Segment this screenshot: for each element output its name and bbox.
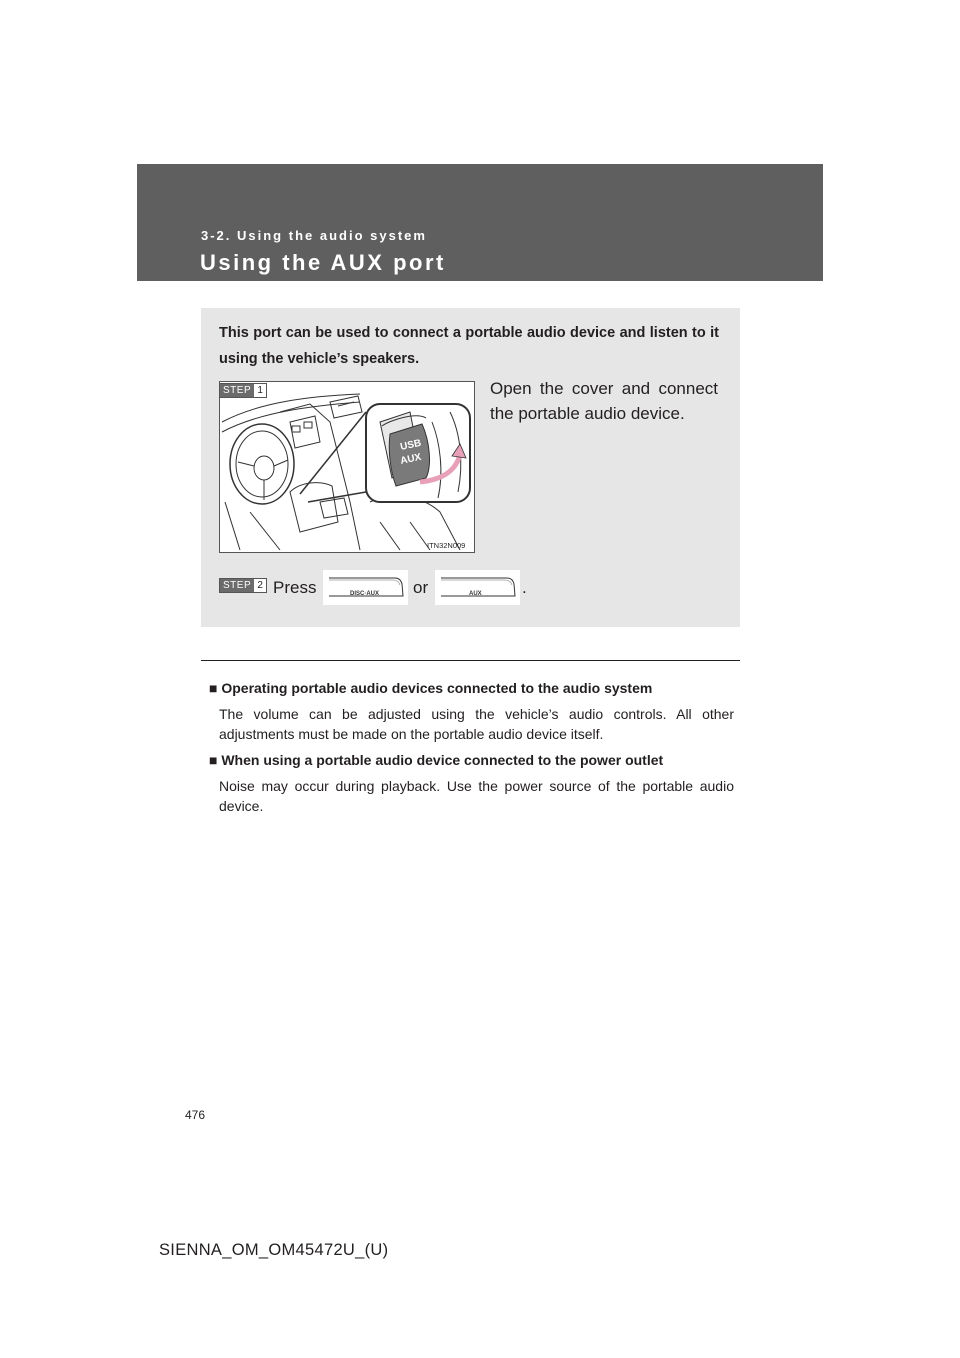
step-2-badge <box>219 578 267 593</box>
step-2-or: or <box>413 578 429 597</box>
page-number: 476 <box>185 1108 206 1122</box>
note-2-heading: ■ When using a portable audio device connected to the power outlet <box>209 752 664 768</box>
divider <box>201 660 740 661</box>
note-2-body: Noise may occur during playback. Use the power source of the portable audio device. <box>219 778 734 814</box>
step-2-word: STEP <box>220 579 254 592</box>
intro-text: This port can be used to connect a portable audio device and listen to it using the vehicle’s speakers. <box>219 325 719 367</box>
aux-port-illustration <box>220 382 475 553</box>
step-2-number: 2 <box>254 579 266 592</box>
disc-aux-button-label: DISC·AUX <box>350 591 380 597</box>
aux-label: AUX <box>399 451 423 467</box>
aux-button-icon <box>435 570 520 605</box>
step-1-text: Open the cover and connect the portable audio device. <box>490 379 718 423</box>
step-2-press: Press <box>273 578 317 597</box>
dashboard-illustration <box>219 381 475 553</box>
step-1-word: STEP <box>220 384 254 397</box>
page-title: Using the AUX port <box>200 250 446 275</box>
section-label: 3-2. Using the audio system <box>201 228 427 243</box>
disc-aux-button-icon <box>323 570 408 605</box>
aux-button-label: AUX <box>469 591 482 597</box>
figure-code: ITN32N009 <box>427 541 466 550</box>
step-1-number: 1 <box>254 384 266 397</box>
note-1-heading: ■ Operating portable audio devices connected to the audio system <box>209 680 653 696</box>
note-1-body: The volume can be adjusted using the vehicle’s audio controls. All other adjustments must be made on the portable audio device itself. <box>219 706 734 742</box>
step-1-badge <box>219 383 267 398</box>
step-2-period: . <box>522 578 527 597</box>
document-id: SIENNA_OM_OM45472U_(U) <box>159 1241 389 1259</box>
usb-label: USB <box>399 437 423 453</box>
